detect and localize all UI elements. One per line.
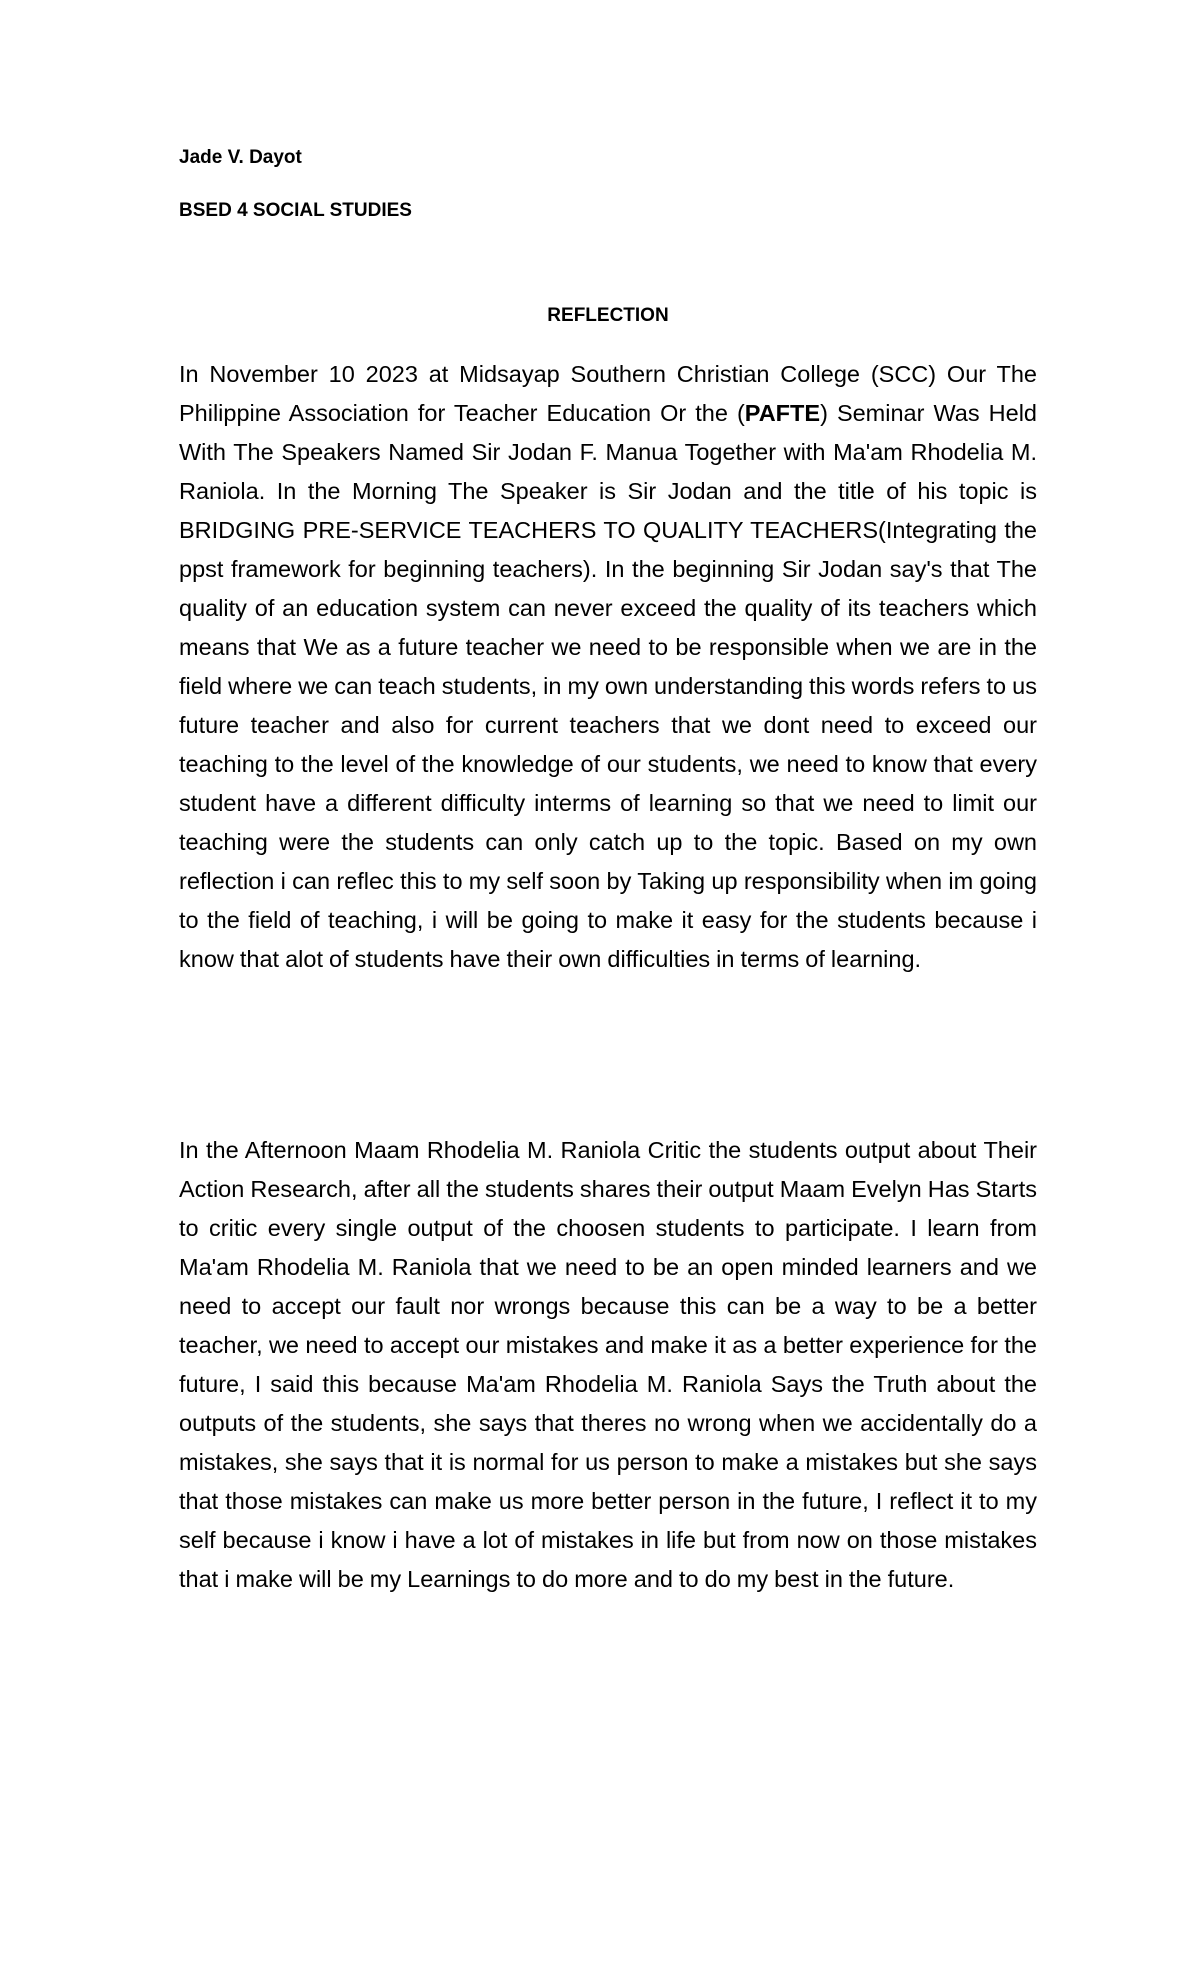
paragraph-text-before-bold: In November 10 2023 at Midsayap Southern Christian College (SCC) Our The Philippine Association for Teacher Education Or the ( [179, 361, 1037, 426]
course-label: BSED 4 SOCIAL STUDIES [179, 200, 412, 221]
reflection-paragraph-afternoon: In the Afternoon Maam Rhodelia M. Raniola Critic the students output about Their Action Research, after all the students shares their output Maam Evelyn Has Starts to critic every single output of the choosen students to participate. I learn from Ma'am Rhodelia M. Raniola that we need to be an open minded learners and we need to accept our fault nor wrongs because this can be a way to be a better teacher, we need to accept our mistakes and make it as a better experience for the future, I said this because Ma'am Rhodelia M. Raniola Says the Truth about the outputs of the students, she says that theres no wrong when we accidentally do a mistakes, she says that it is normal for us person to make a mistakes but she says that those mistakes can make us more better person in the future, I reflect it to my self because i know i have a lot of mistakes in life but from now on those mistakes that i make will be my Learnings to do more and to do my best in the future. [179, 1137, 1037, 1592]
author-name: Jade V. Dayot [179, 147, 302, 168]
paragraph-text-after-bold: ) Seminar Was Held With The Speakers Named Sir Jodan F. Manua Together with Ma'am Rhodelia M. Raniola. In the Morning The Speaker is Sir Jodan and the title of his topic is BRIDGING PRE-SERVICE TEACHERS TO QUALITY TEACHERS(Integrating the ppst framework for beginning teachers). In the beginning Sir Jodan say's that The quality of an education system can never exceed the quality of its teachers which means that We as a future teacher we need to be responsible when we are in the field where we can teach students, in my own understanding this words refers to us future teacher and also for current teachers that we dont need to exceed our teaching to the level of the knowledge of our students, we need to know that every student have a different difficulty interms of learning so that we need to limit our teaching were the students can only catch up to the topic. Based on my own reflection i can reflec this to my self soon by Taking up responsibility when im going to the field of teaching, i will be going to make it easy for the students because i know that alot of students have their own difficulties in terms of learning. [179, 400, 1037, 972]
page-title: REFLECTION [547, 305, 669, 326]
reflection-paragraph-morning [179, 355, 1037, 979]
pafte-acronym: PAFTE [744, 400, 821, 426]
